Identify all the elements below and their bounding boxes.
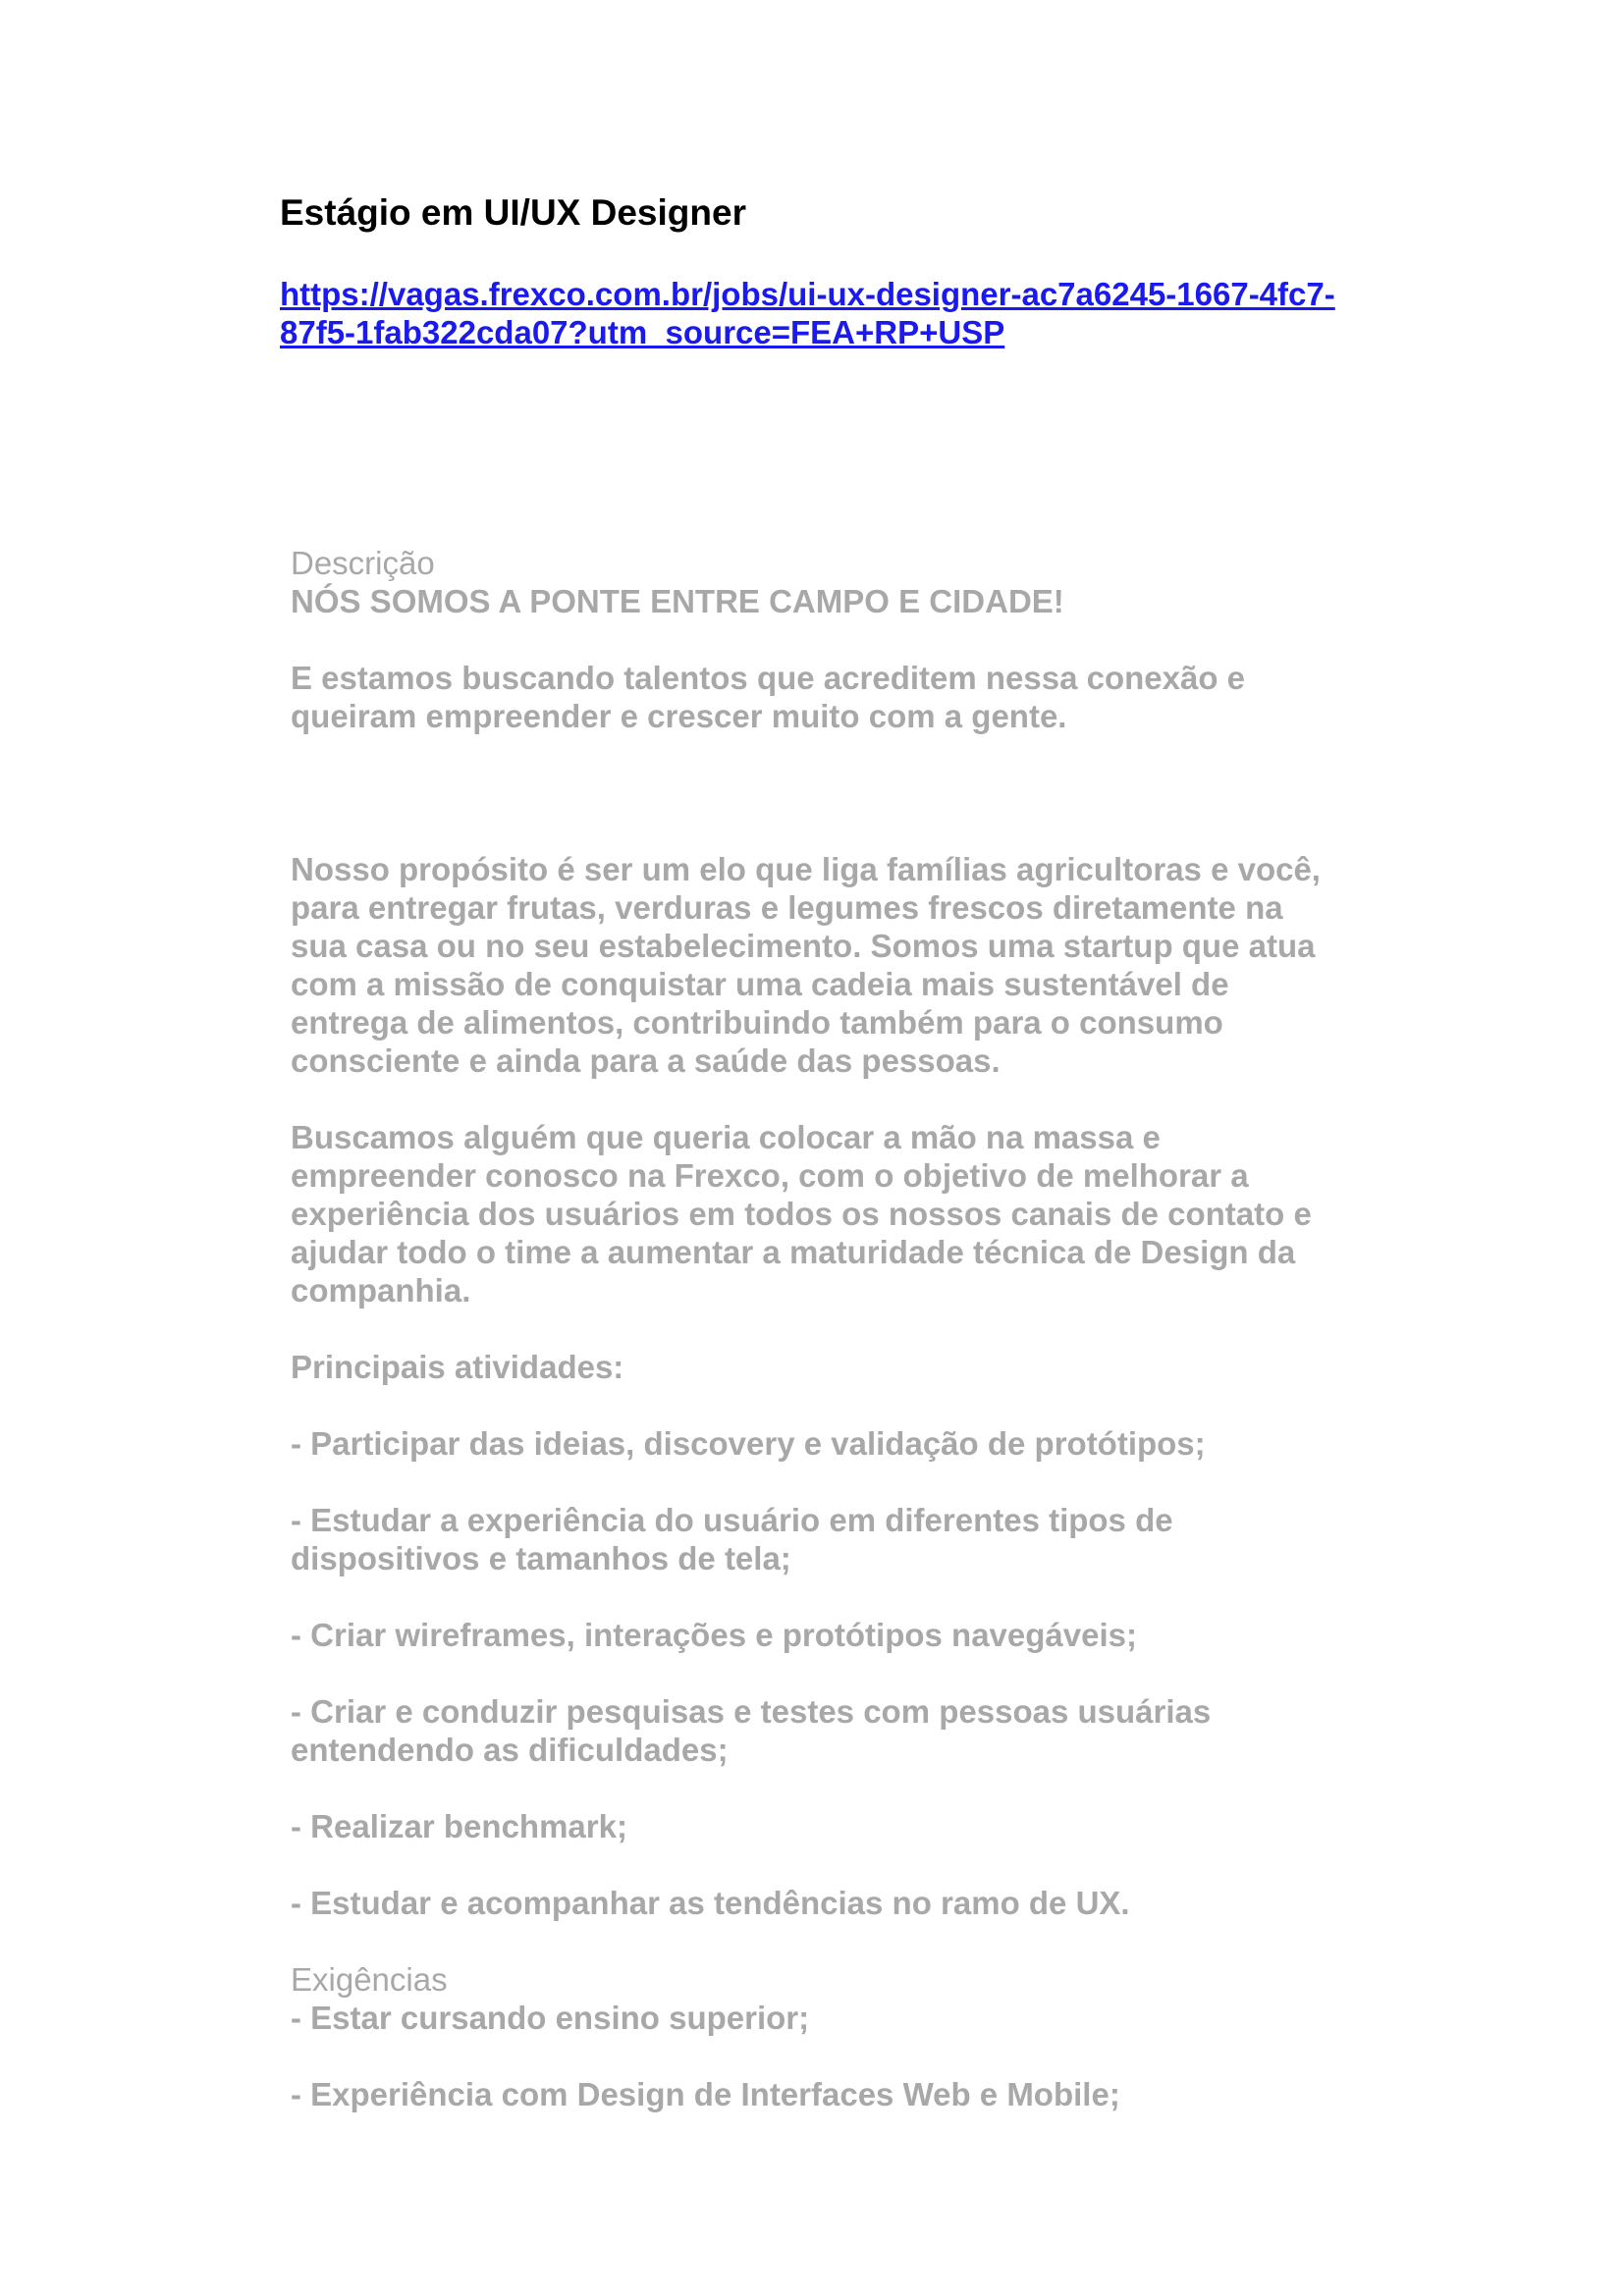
purpose-line: Nosso propósito é ser um elo que liga famílias agricultoras e você, — [291, 851, 1321, 887]
activity-item: - Realizar benchmark; — [291, 1808, 627, 1844]
activity-item: - Criar wireframes, interações e protótipos navegáveis; — [291, 1617, 1137, 1653]
activity-item — [291, 1501, 1371, 1577]
intro-line: E estamos buscando talentos que acreditem nessa conexão e — [291, 660, 1246, 696]
search-line: empreender conosco na Frexco, com o objetivo de melhorar a — [291, 1157, 1249, 1194]
search-paragraph — [291, 1118, 1371, 1309]
activity-line: entendendo as dificuldades; — [291, 1732, 729, 1768]
purpose-line: com a missão de conquistar uma cadeia mais sustentável de — [291, 966, 1229, 1002]
job-link-line-1[interactable]: https://vagas.frexco.com.br/jobs/ui-ux-designer-ac7a6245-1667-4fc7- — [280, 276, 1335, 312]
page-title: Estágio em UI/UX Designer — [280, 192, 746, 233]
search-line: Buscamos alguém que queria colocar a mão na massa e — [291, 1119, 1161, 1155]
activity-item: - Estudar e acompanhar as tendências no ramo de UX. — [291, 1885, 1130, 1921]
activity-item — [291, 1692, 1371, 1769]
purpose-paragraph — [291, 850, 1371, 1080]
requirement-item: - Estar cursando ensino superior; — [291, 2000, 810, 2036]
requirement-item: - Experiência com Design de Interfaces Web e Mobile; — [291, 2076, 1120, 2112]
activity-item: - Participar das ideias, discovery e validação de protótipos; — [291, 1425, 1206, 1462]
activity-line: dispositivos e tamanhos de tela; — [291, 1540, 791, 1576]
job-link-line-2[interactable]: 87f5-1fab322cda07?utm_source=FEA+RP+USP — [280, 314, 1005, 350]
job-description — [291, 544, 1371, 2113]
intro-paragraph — [291, 659, 1371, 735]
purpose-line: sua casa ou no seu estabelecimento. Somos uma startup que atua — [291, 928, 1316, 964]
description-label: Descrição — [291, 545, 435, 581]
search-line: companhia. — [291, 1272, 471, 1308]
job-link[interactable] — [280, 275, 1380, 351]
purpose-line: para entregar frutas, verduras e legumes frescos diretamente na — [291, 889, 1283, 926]
search-line: experiência dos usuários em todos os nossos canais de contato e — [291, 1196, 1312, 1232]
intro-line: queiram empreender e crescer muito com a gente. — [291, 698, 1067, 734]
activity-line: - Criar e conduzir pesquisas e testes com pessoas usuárias — [291, 1693, 1212, 1730]
activities-heading: Principais atividades: — [291, 1349, 624, 1385]
search-line: ajudar todo o time a aumentar a maturidade técnica de Design da — [291, 1234, 1296, 1270]
purpose-line: entrega de alimentos, contribuindo também para o consumo — [291, 1004, 1223, 1041]
requirements-label: Exigências — [291, 1961, 448, 1998]
purpose-line: consciente e ainda para a saúde das pessoas. — [291, 1042, 1001, 1079]
headline: NÓS SOMOS A PONTE ENTRE CAMPO E CIDADE! — [291, 583, 1064, 619]
activity-line: - Estudar a experiência do usuário em diferentes tipos de — [291, 1502, 1173, 1538]
